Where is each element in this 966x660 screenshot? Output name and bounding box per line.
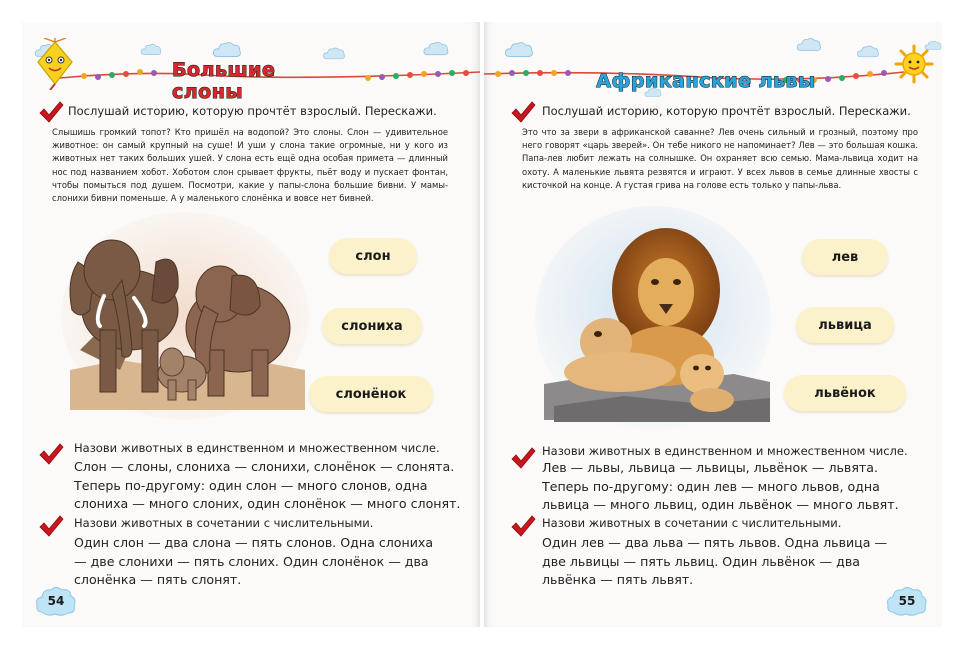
label-pill xyxy=(784,375,906,411)
answer-numerals: Один слон — два слона — пять слонов. Одна слониха — две слонихи — пять слоних. Один слонёнок — два слонёнка — пять слонят. xyxy=(74,535,434,587)
right-page-title xyxy=(596,64,816,98)
page-number-badge xyxy=(36,586,76,616)
lions-illustration xyxy=(534,206,772,436)
checkmark-icon xyxy=(510,100,536,124)
label-pill xyxy=(329,238,417,274)
elephants-illustration xyxy=(60,210,310,422)
kite-icon xyxy=(34,38,76,90)
label-pill xyxy=(796,307,894,343)
answer-numerals: Один лев — два льва — пять львов. Одна львица — две львицы — пять львиц. Один львёнок — два львёнка — пять львят. xyxy=(542,535,888,587)
checkmark-icon xyxy=(38,100,64,124)
instruction-retell: Послушай историю, которую прочтёт взрослый. Перескажи. xyxy=(542,104,911,118)
label-text: лев xyxy=(831,249,859,265)
label-pill xyxy=(309,376,433,412)
instruction-plural: Назови животных в единственном и множественном числе. xyxy=(542,444,908,458)
checkmark-icon xyxy=(510,514,536,538)
instruction-numerals: Назови животных в сочетании с числительными. xyxy=(74,516,374,530)
label-pill xyxy=(322,308,422,344)
left-page xyxy=(22,22,480,627)
right-title-text: Африканские львы xyxy=(596,70,816,92)
instruction-plural: Назови животных в единственном и множественном числе. xyxy=(74,441,440,455)
label-pill xyxy=(802,239,888,275)
label-text: львица xyxy=(818,317,872,333)
label-text: львёнок xyxy=(814,385,876,401)
checkmark-icon xyxy=(510,446,536,470)
story-text: Слышишь громкий топот? Кто пришёл на водопой? Это слоны. Слон — удивительное животное: он самый крупный на суше! И уши у слона такие огромные, ни у кого из животных нет таких больших ушей. У слона есть ещё одна особая примета — длинный нос под названием хобот. Хоботом слон срывает фрукты, пьёт воду и пускает фонтан, чтобы помыться под душем. Посмотри, какие у папы-слона большие бивни. У мамы-слонихи бивни поменьше. А у маленького слонёнка и вовсе нет бивней. xyxy=(52,127,448,204)
page-number: 54 xyxy=(47,594,65,608)
left-page-title xyxy=(172,59,352,103)
label-text: слонёнок xyxy=(335,386,407,402)
checkmark-icon xyxy=(38,514,64,538)
label-text: слон xyxy=(355,248,391,264)
sun-icon xyxy=(894,44,934,84)
page-number-badge xyxy=(887,586,927,616)
instruction-retell: Послушай историю, которую прочтёт взрослый. Перескажи. xyxy=(68,104,437,118)
page-number: 55 xyxy=(898,594,916,608)
right-page xyxy=(484,22,942,627)
instruction-numerals: Назови животных в сочетании с числительными. xyxy=(542,516,842,530)
answer-plural: Лев — львы, львица — львицы, львёнок — львята. Теперь по-другому: один лев — много львов, одна львица — много львиц, один львёнок — много львят. xyxy=(542,460,899,512)
answer-plural: Слон — слоны, слониха — слонихи, слонёнок — слонята. Теперь по-другому: один слон — много слонов, одна слониха — много слоних, один слонёнок — много слонят. xyxy=(74,459,461,511)
label-text: слониха xyxy=(341,318,403,334)
left-title-text: Большие слоны xyxy=(172,59,276,103)
checkmark-icon xyxy=(38,442,64,466)
story-text: Это что за звери в африканской саванне? Лев очень сильный и грозный, поэтому про него говорят «царь зверей». Он тебе никого не напоминает? Лев — это большая кошка. Папа-лев любит лежать на солнышке. Он охраняет всю семью. Мама-львица ходит на охоту. А маленькие львята резвятся и играют. У всех львов в семье длинные хвосты с кисточкой на конце. А густая грива на голове есть только у папы-льва. xyxy=(522,127,918,190)
